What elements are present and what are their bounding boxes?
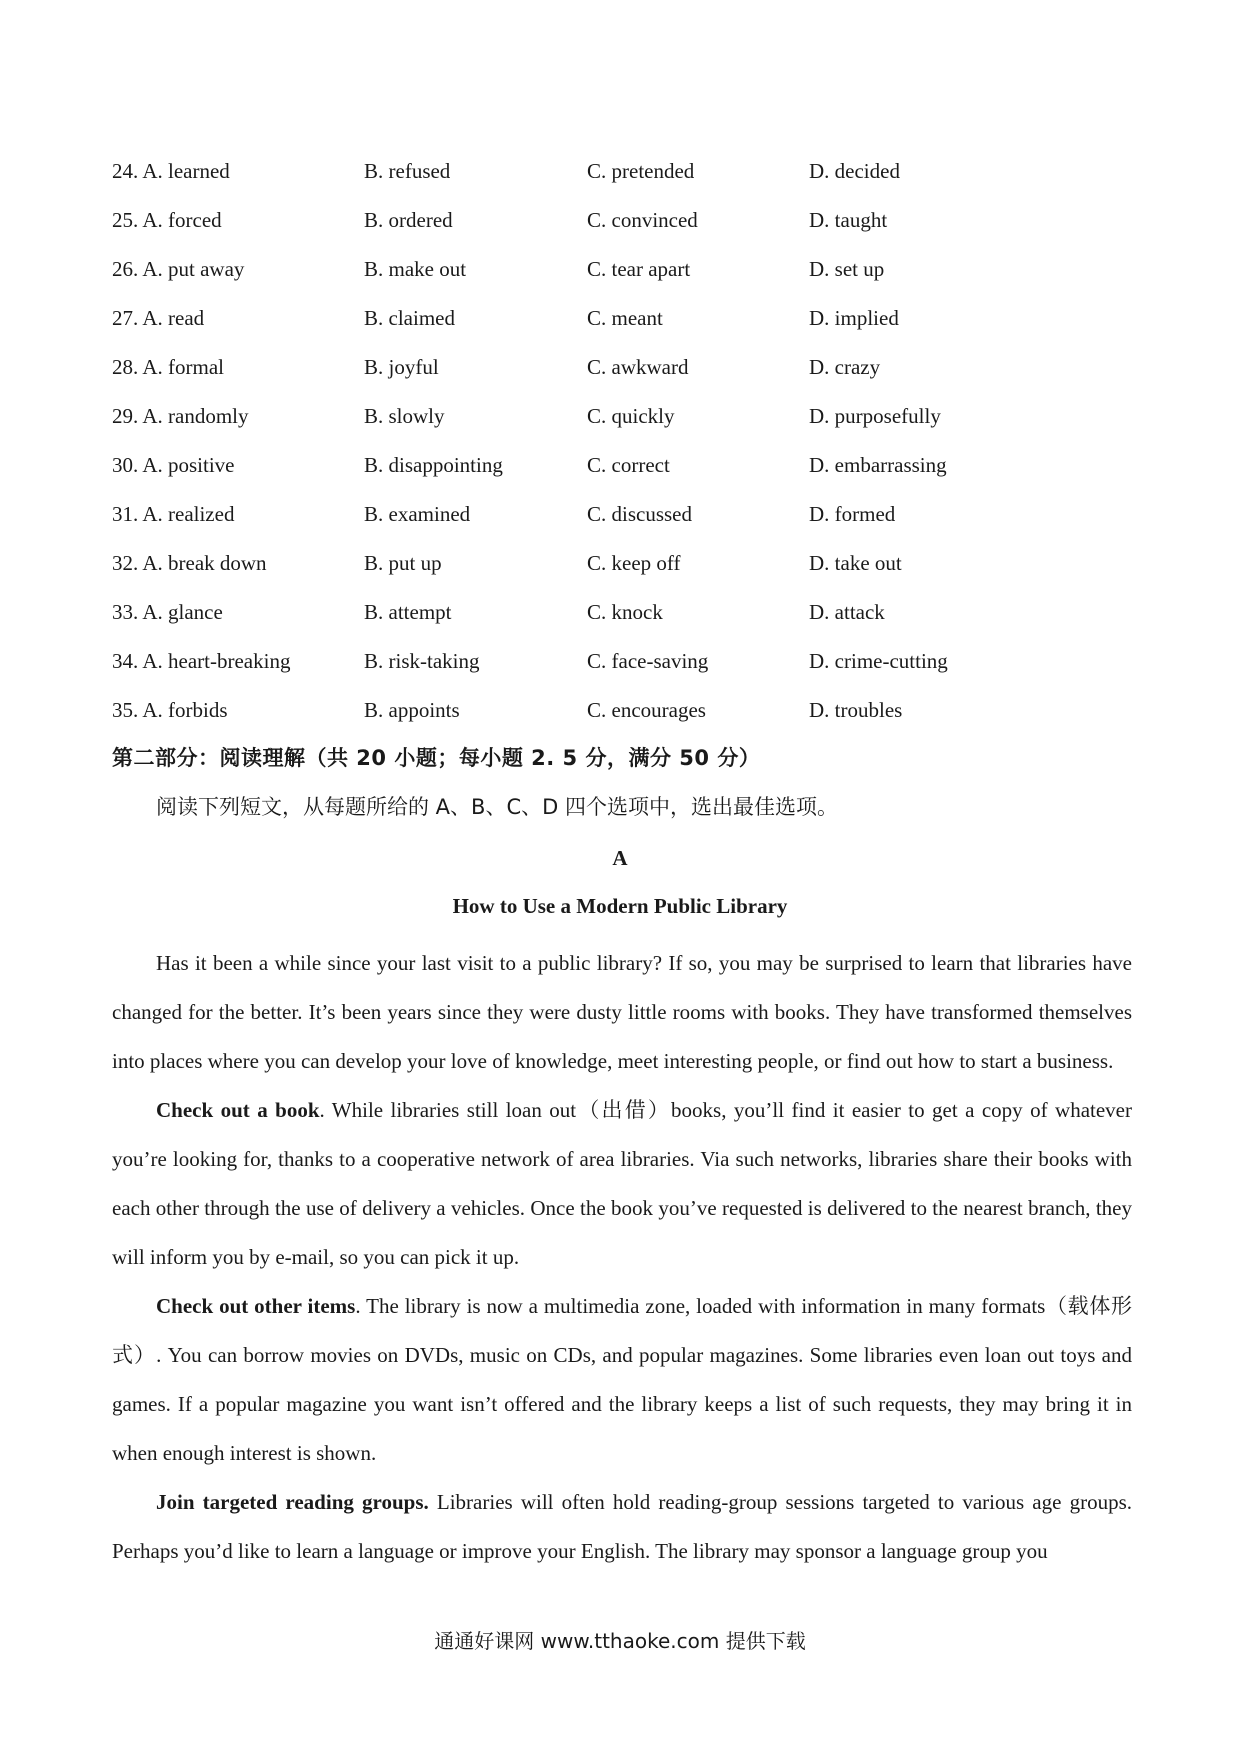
paragraph-text: . While libraries still loan out（出借）books, you’ll find it easier to get a copy of whatever you’re looking for, thanks to a cooperative network of area libraries. Via such networks, libraries share their books with each other through the use of delivery a vehicles. Once the book you’ve requested is delivered to the nearest branch, they will inform you by e-mail, so you can pick it up.: [112, 1098, 1132, 1269]
option-b: B. slowly: [364, 404, 445, 428]
passage-body: [112, 939, 1132, 1576]
option-a: 32. A. break down: [112, 551, 267, 575]
passage-label: A: [612, 846, 628, 870]
option-a: 25. A. forced: [112, 208, 222, 232]
option-d: D. purposefully: [809, 404, 941, 428]
option-c: C. pretended: [587, 159, 695, 183]
option-c: C. keep off: [587, 551, 681, 575]
paragraph-lead: Check out other items: [156, 1294, 356, 1318]
paragraph-text: Has it been a while since your last visit to a public library? If so, you may be surprised to learn that libraries have changed for the better. It’s been years since they were dusty little rooms with books. They have transformed themselves into places where you can develop your love of knowledge, meet interesting people, or find out how to start a business.: [112, 951, 1132, 1073]
option-d: D. formed: [809, 502, 896, 526]
option-b: B. attempt: [364, 600, 452, 624]
option-d: D. set up: [809, 257, 885, 281]
option-b: B. put up: [364, 551, 442, 575]
option-d: D. embarrassing: [809, 453, 947, 477]
paragraph-lead: Check out a book: [156, 1098, 320, 1122]
option-b: B. joyful: [364, 355, 439, 379]
paragraph-text: . The library is now a multimedia zone, loaded with information in many formats（载体形式）. You can borrow movies on DVDs, music on CDs, and popular magazines. Some libraries even loan out toys and games. If a popular magazine you want isn’t offered and the library keeps a list of such requests, they may bring it in when enough interest is shown.: [112, 1294, 1133, 1465]
option-c: C. meant: [587, 306, 663, 330]
option-a: 27. A. read: [112, 306, 205, 330]
option-b: B. make out: [364, 257, 467, 281]
option-d: D. attack: [809, 600, 885, 624]
option-c: C. tear apart: [587, 257, 691, 281]
reading-instruction: 阅读下列短文，从每题所给的 A、B、C、D 四个选项中，选出最佳选项。: [156, 795, 838, 819]
option-a: 33. A. glance: [112, 600, 223, 624]
option-b: B. claimed: [364, 306, 455, 330]
paragraph-intro: [112, 939, 1132, 1086]
option-b: B. examined: [364, 502, 471, 526]
option-c: C. awkward: [587, 355, 689, 379]
option-a: 24. A. learned: [112, 159, 230, 183]
option-a: 29. A. randomly: [112, 404, 249, 428]
paragraph-reading-groups: [112, 1478, 1132, 1576]
option-c: C. face-saving: [587, 649, 709, 673]
option-c: C. knock: [587, 600, 663, 624]
option-c: C. quickly: [587, 404, 675, 428]
option-b: B. risk-taking: [364, 649, 480, 673]
option-d: D. crazy: [809, 355, 881, 379]
section-heading: 第二部分：阅读理解（共 20 小题；每小题 2. 5 分，满分 50 分）: [112, 746, 761, 770]
option-d: D. troubles: [809, 698, 903, 722]
option-b: B. ordered: [364, 208, 453, 232]
option-b: B. refused: [364, 159, 451, 183]
option-c: C. convinced: [587, 208, 698, 232]
paragraph-lead: Join targeted reading groups.: [156, 1490, 429, 1514]
option-a: 34. A. heart-breaking: [112, 649, 291, 673]
paragraph-text: Libraries will often hold reading-group sessions targeted to various age groups. Perhaps you’d like to learn a language or improve your English. The library may sponsor a language group you: [112, 1490, 1132, 1563]
option-d: D. crime-cutting: [809, 649, 948, 673]
option-d: D. implied: [809, 306, 899, 330]
option-d: D. decided: [809, 159, 900, 183]
option-a: 31. A. realized: [112, 502, 235, 526]
option-a: 28. A. formal: [112, 355, 224, 379]
paragraph-check-out-items: [112, 1282, 1132, 1478]
option-a: 26. A. put away: [112, 257, 245, 281]
option-d: D. take out: [809, 551, 902, 575]
option-c: C. correct: [587, 453, 670, 477]
option-c: C. discussed: [587, 502, 692, 526]
option-b: B. appoints: [364, 698, 460, 722]
paragraph-check-out-book: [112, 1086, 1132, 1282]
page-footer: 通通好课网 www.tthaoke.com 提供下载: [434, 1629, 806, 1653]
option-c: C. encourages: [587, 698, 706, 722]
option-a: 30. A. positive: [112, 453, 235, 477]
option-b: B. disappointing: [364, 453, 503, 477]
option-a: 35. A. forbids: [112, 698, 228, 722]
option-d: D. taught: [809, 208, 888, 232]
passage-title: How to Use a Modern Public Library: [452, 894, 788, 918]
